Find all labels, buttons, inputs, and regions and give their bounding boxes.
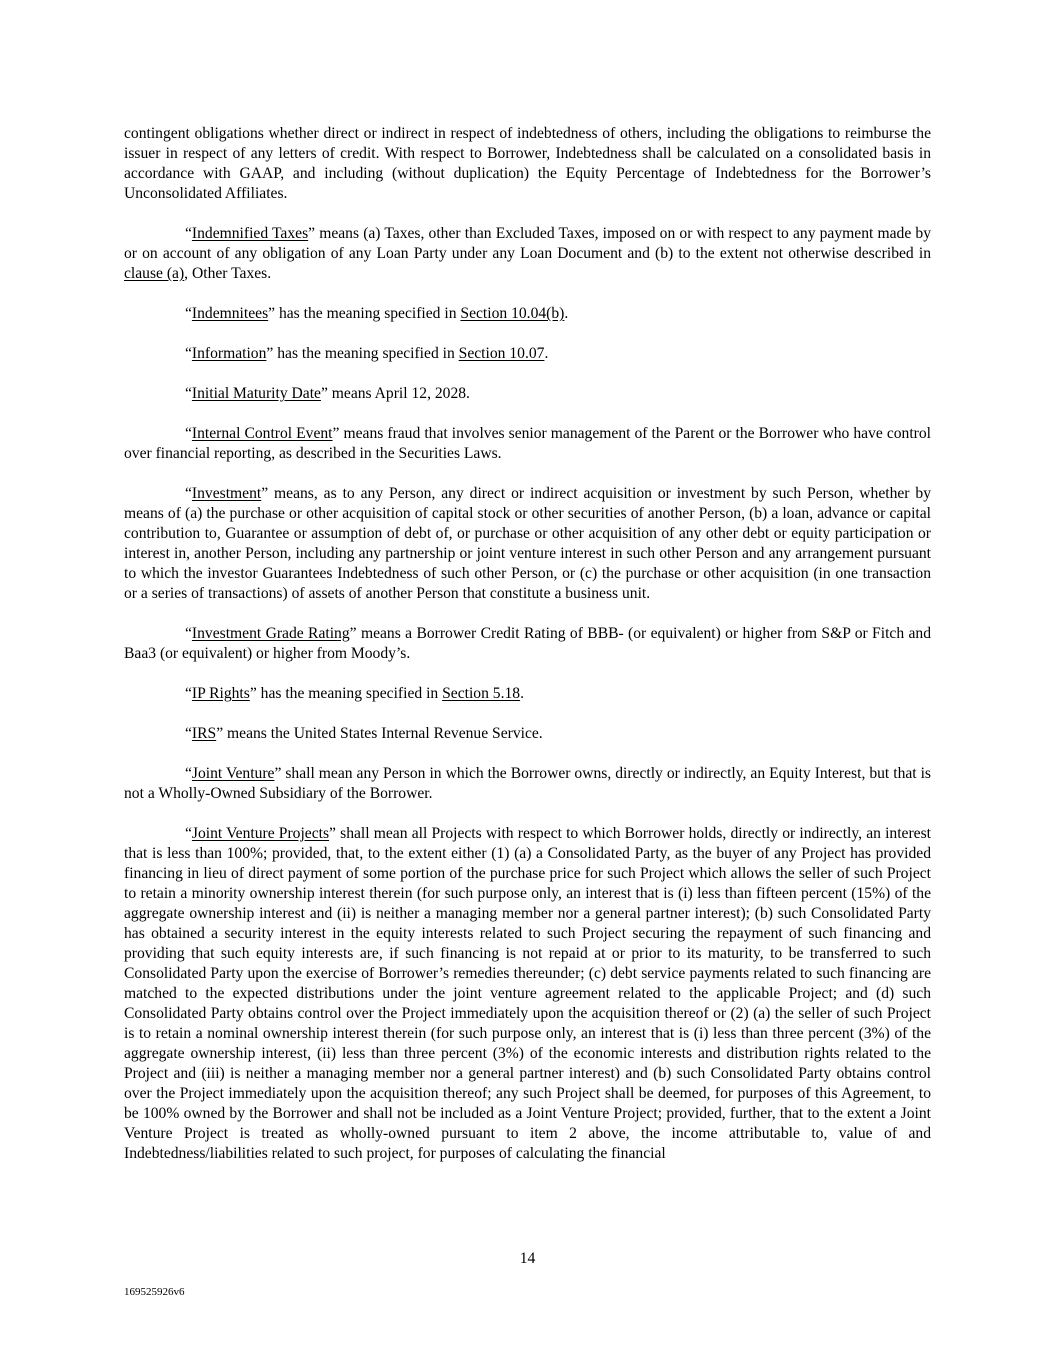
definition-paragraph <box>124 824 931 1164</box>
paragraph-text: ” has the meaning specified in <box>266 345 459 362</box>
paragraph-text: “ <box>185 305 192 322</box>
paragraph-text: “ <box>185 485 192 502</box>
definition-paragraph <box>124 424 931 464</box>
underlined-term: clause (a) <box>124 265 185 282</box>
definition-paragraph <box>124 684 931 704</box>
paragraph-text: ” means a Borrower Credit Rating of BBB- (or equivalent) or higher from S&P or Fitch and Baa3 (or equivalent) or higher from Moody’s. <box>124 625 932 662</box>
definition-paragraph <box>124 624 931 664</box>
paragraph-text: ” has the meaning specified in <box>268 305 461 322</box>
paragraph-text: “ <box>185 345 192 362</box>
underlined-term: Section 5.18 <box>442 685 521 702</box>
paragraph-text: ” shall mean all Projects with respect to which Borrower holds, directly or indirectly, an interest that is less than 100%; provided, that, to the extent either (1) (a) a Consolidated Party, as the buyer of any Project has provided financing in lieu of direct payment of some portion of the purchase price for such Project which allows the seller of such Project to retain a minority ownership interest therein (for such purpose only, an interest that is (i) less than fifteen percent (15%) of the aggregate ownership interest and (ii) is neither a managing member nor a general partner interest); (b) such Consolidated Party has obtained a security interest in the equity interests related to such Project securing the repayment of such financing and providing that such equity interests are, if such financing is not repaid at or prior to its maturity, to be transferred to such Consolidated Party upon the exercise of Borrower’s remedies thereunder; (c) debt service payments related to such financing are matched to the expected distributions under the joint venture agreement related to the applicable Project; and (d) such Consolidated Party obtains control over the Project immediately upon the acquisition thereof or (2) (a) the seller of such Project is to retain a nominal ownership interest therein (for such purpose only, an interest that is (i) less than three percent (3%) of the aggregate ownership interest, (ii) less than three percent (3%) of the economic interests and distribution rights related to the Project and (iii) is neither a managing member nor a general partner interest) and (b) such Consolidated Party obtains control over the Project immediately upon the acquisition thereof; any such Project shall be deemed, for purposes of this Agreement, to be 100% owned by the Borrower and shall not be included as a Joint Venture Project; provided, further, that to the extent a Joint Venture Project is treated as wholly-owned pursuant to item 2 above, the income attributable to, value of and Indebtedness/liabilities related to such project, for purposes of calculating the financial <box>124 825 931 1162</box>
underlined-term: Joint Venture Projects <box>191 825 330 842</box>
definition-paragraph <box>124 764 931 804</box>
paragraph-text: ” means fraud that involves senior management of the Parent or the Borrower who have control over financial reporting, as described in the Securities Laws. <box>124 425 931 462</box>
paragraph-text: contingent obligations whether direct or indirect in respect of indebtedness of others, including the obligations to reimburse the issuer in respect of any letters of credit. With respect to Borrower, Indebtedness shall be calculated on a consolidated basis in accordance with GAAP, and including (without duplication) the Equity Percentage of Indebtedness for the Borrower’s Unconsolidated Affiliates. <box>124 125 931 202</box>
definition-paragraph <box>124 484 931 604</box>
paragraph-text: . <box>520 685 524 702</box>
paragraph-text: ” means the United States Internal Revenue Service. <box>216 725 543 742</box>
underlined-term: Investment <box>191 485 262 502</box>
underlined-term: IP Rights <box>191 685 250 702</box>
paragraph-text: . <box>564 305 569 322</box>
paragraph-text: ” means (a) Taxes, other than Excluded Taxes, imposed on or with respect to any payment made by or on account of any obligation of any Loan Party under any Loan Document and (b) to the extent not otherwise described in <box>124 225 931 262</box>
paragraph-text: , Other Taxes. <box>184 265 272 282</box>
document-body <box>124 124 931 1184</box>
underlined-term: Section 10.07 <box>458 345 545 362</box>
paragraph-text: “ <box>185 765 192 782</box>
underlined-term: Internal Control Event <box>191 425 333 442</box>
underlined-term: IRS <box>191 725 217 742</box>
paragraph-text: “ <box>185 685 192 702</box>
paragraph-text: “ <box>185 725 192 742</box>
paragraph-text: “ <box>185 825 192 842</box>
paragraph-text: ” means April 12, 2028. <box>320 385 470 402</box>
paragraph-text: “ <box>185 225 192 242</box>
paragraph-text: ” means, as to any Person, any direct or indirect acquisition or investment by such Person, whether by means of (a) the purchase or other acquisition of capital stock or other securities of another Person, (b) a loan, advance or capital contribution to, Guarantee or assumption of debt of, or purchase or other acquisition of any other debt or equity participation or interest in, another Person, including any partnership or joint venture interest in such other Person and any arrangement pursuant to which the investor Guarantees Indebtedness of such other Person, or (c) the purchase or other acquisition (in one transaction or a series of transactions) of assets of another Person that constitute a business unit. <box>124 485 931 602</box>
definition-paragraph <box>124 344 931 364</box>
paragraph-text: ” shall mean any Person in which the Borrower owns, directly or indirectly, an Equity Interest, but that is not a Wholly-Owned Subsidiary of the Borrower. <box>124 765 931 802</box>
underlined-term: Investment Grade Rating <box>191 625 350 642</box>
paragraph-text: ” has the meaning specified in <box>249 685 443 702</box>
underlined-term: Initial Maturity Date <box>191 385 321 402</box>
underlined-term: Indemnitees <box>191 305 269 322</box>
continued-paragraph <box>124 124 931 204</box>
definition-paragraph <box>124 724 931 744</box>
paragraph-text: “ <box>185 425 192 442</box>
definition-paragraph <box>124 224 931 284</box>
document-id: 169525926v6 <box>124 1286 185 1298</box>
definition-paragraph <box>124 384 931 404</box>
page-number: 14 <box>519 1250 536 1267</box>
paragraph-text: “ <box>185 625 192 642</box>
underlined-term: Section 10.04(b) <box>460 305 565 322</box>
paragraph-text: “ <box>185 385 192 402</box>
definition-paragraph <box>124 304 931 324</box>
underlined-term: Joint Venture <box>191 765 275 782</box>
underlined-term: Information <box>191 345 267 362</box>
underlined-term: Indemnified Taxes <box>191 225 309 242</box>
paragraph-text: . <box>544 345 549 362</box>
